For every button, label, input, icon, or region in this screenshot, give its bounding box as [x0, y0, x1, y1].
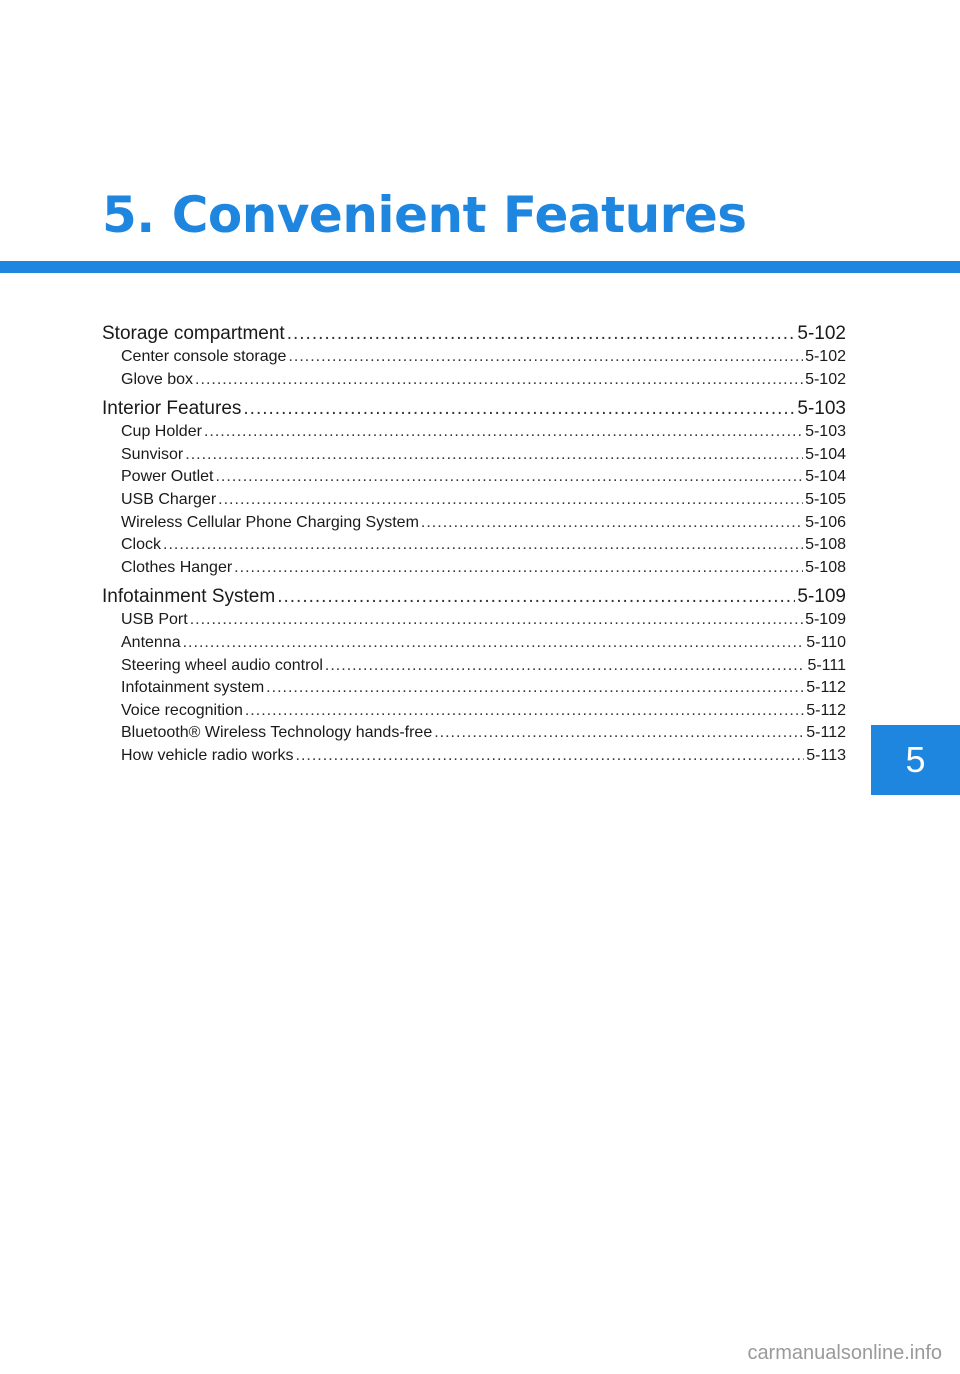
watermark: carmanualsonline.info: [747, 1342, 942, 1364]
dot-leader: [195, 369, 803, 392]
toc-item-label: Sunvisor: [121, 445, 184, 463]
dot-leader: [325, 655, 806, 678]
dot-leader: [204, 421, 803, 444]
dot-leader: [234, 557, 803, 580]
toc-item[interactable]: [102, 534, 846, 557]
toc-item-label: Power Outlet: [121, 468, 214, 486]
dot-leader: [296, 745, 805, 768]
toc-item-label: USB Port: [121, 611, 188, 629]
title-underline: [0, 261, 960, 273]
toc-section-title: Interior Features: [102, 398, 242, 420]
dot-leader: [243, 397, 795, 421]
dot-leader: [288, 346, 803, 369]
dot-leader: [215, 466, 803, 489]
chapter-tab-number: 5: [905, 739, 926, 780]
toc-item[interactable]: [102, 557, 846, 580]
toc-item-label: Infotainment system: [121, 679, 265, 697]
toc-item[interactable]: [102, 609, 846, 632]
toc-item[interactable]: [102, 722, 846, 745]
chapter-title: 5. Convenient Features: [102, 186, 747, 244]
dot-leader: [185, 444, 803, 467]
toc-item[interactable]: [102, 444, 846, 467]
toc-item-label: Steering wheel audio control: [121, 656, 323, 674]
toc-item-label: Clothes Hanger: [121, 558, 233, 576]
dot-leader: [163, 534, 803, 557]
toc-item-page: 5-111: [807, 656, 846, 674]
toc-item-page: 5-113: [806, 746, 846, 764]
toc-item-label: Center console storage: [121, 348, 287, 365]
dot-leader: [277, 585, 795, 609]
dot-leader: [183, 632, 805, 655]
chapter-tab[interactable]: [871, 725, 960, 795]
toc-section-title: Infotainment System: [102, 586, 276, 608]
toc-section-page: 5-102: [797, 323, 846, 344]
dot-leader: [421, 512, 803, 535]
toc-item[interactable]: [102, 745, 846, 768]
table-of-contents: [102, 322, 846, 768]
toc-item-page: 5-108: [805, 558, 846, 576]
toc-item-page: 5-104: [805, 445, 846, 463]
toc-item-label: Antenna: [121, 633, 181, 651]
toc-item-page: 5-110: [806, 633, 846, 651]
toc-item[interactable]: [102, 700, 846, 723]
toc-item[interactable]: [102, 655, 846, 678]
toc-item-label: How vehicle radio works: [121, 746, 294, 764]
toc-item-page: 5-106: [805, 513, 846, 531]
toc-item-page: 5-112: [806, 724, 846, 742]
toc-item-page: 5-108: [805, 536, 846, 554]
toc-section-infotainment-system[interactable]: [102, 585, 846, 609]
toc-item-page: 5-102: [805, 348, 846, 365]
toc-item-label: Glove box: [121, 370, 194, 388]
toc-item[interactable]: [102, 677, 846, 700]
toc-section-page: 5-109: [797, 586, 846, 608]
toc-item-page: 5-112: [806, 679, 846, 697]
dot-leader: [266, 677, 804, 700]
toc-item-label: Voice recognition: [121, 701, 243, 719]
toc-item-page: 5-105: [805, 490, 846, 508]
toc-item-label: USB Charger: [121, 490, 217, 508]
toc-item[interactable]: [102, 421, 846, 444]
toc-item-page: 5-104: [805, 468, 846, 486]
toc-section-page: 5-103: [797, 398, 846, 420]
toc-item-label: Bluetooth® Wireless Technology hands-free: [121, 724, 433, 742]
toc-item-page: 5-102: [805, 370, 846, 388]
toc-item[interactable]: [102, 632, 846, 655]
toc-item-label: Cup Holder: [121, 423, 202, 441]
dot-leader: [434, 722, 804, 745]
toc-section-storage-compartment[interactable]: [102, 322, 846, 346]
toc-item[interactable]: [102, 369, 846, 392]
toc-section-interior-features[interactable]: [102, 397, 846, 421]
toc-item[interactable]: [102, 489, 846, 512]
dot-leader: [287, 322, 796, 346]
toc-item-label: Wireless Cellular Phone Charging System: [121, 513, 419, 531]
toc-item-page: 5-109: [805, 611, 846, 629]
toc-item[interactable]: [102, 512, 846, 535]
dot-leader: [218, 489, 803, 512]
toc-item-page: 5-112: [806, 701, 846, 719]
dot-leader: [245, 700, 804, 723]
toc-section-title: Storage compartment: [102, 323, 285, 344]
toc-item-page: 5-103: [805, 423, 846, 441]
toc-item[interactable]: [102, 466, 846, 489]
toc-item-label: Clock: [121, 536, 162, 554]
dot-leader: [190, 609, 803, 632]
toc-item[interactable]: [102, 346, 846, 369]
